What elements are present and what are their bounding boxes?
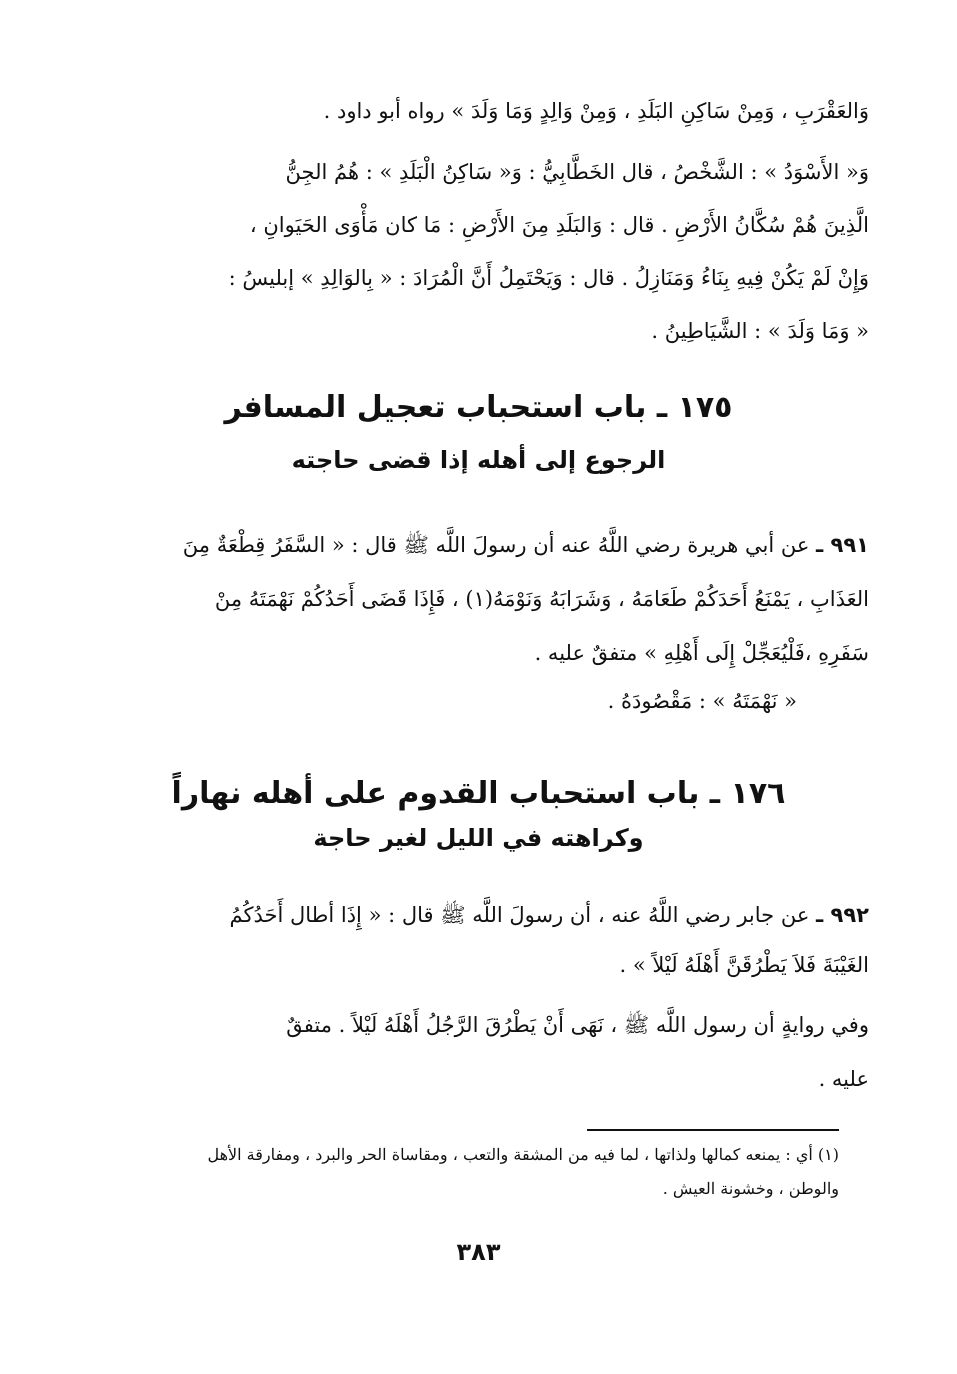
footnote-divider — [587, 1129, 839, 1131]
page-number: ٣٨٣ — [456, 1238, 501, 1266]
hadith-992 — [87, 890, 869, 990]
hadith-991 — [87, 518, 869, 680]
text-line: « وَمَا وَلَدَ » : الشَّيَاطِينُ . — [651, 319, 869, 343]
hadith-992-narration — [87, 998, 869, 1106]
footnote — [87, 1138, 839, 1206]
text-line — [87, 890, 869, 940]
text-line: وَالعَقْرَبِ ، وَمِنْ سَاكِنِ البَلَدِ ، وَمِنْ وَالِدٍ وَمَا وَلَدَ » رواه أبو داود . — [323, 99, 869, 123]
hadith-text: عن أبي هريرة رضي اللَّهُ عنه أن رسولَ اللَّه ﷺ قال : « السَّفَرُ قِطْعَةٌ مِنَ — [182, 533, 810, 557]
text-line: الَّذِينَ هُمْ سُكَّانُ الأَرْضِ . قال : وَالبَلَدِ مِنَ الأَرْضِ : مَا كان مَأْوَى الحَيَوانِ ، — [249, 213, 869, 237]
hadith-number: ٩٩٢ ـ — [816, 903, 869, 927]
text-line: وَ« الأَسْوَدُ » : الشَّخْصُ ، قال الخَطَّابِيُّ : وَ« سَاكِنُ الْبَلَدِ » : هُمُ الجِنُّ — [285, 160, 869, 184]
chapter-176-subtitle: وكراهته في الليل لغير حاجة — [313, 824, 644, 852]
hadith-number: ٩٩١ ـ — [816, 533, 869, 557]
text-line: سَفَرِهِ ،فَلْيُعَجِّلْ إِلَى أَهْلِهِ » متفقٌ عليه . — [534, 641, 869, 665]
text-line: الغَيْبَةَ فَلاَ يَطْرُقَنَّ أَهْلَهُ لَيْلاً » . — [619, 953, 869, 977]
hadith-text: عن جابر رضي اللَّهُ عنه ، أن رسولَ اللَّه ﷺ قال : « إِذَا أطال أَحَدُكُمُ — [229, 903, 810, 927]
gloss-line: « نَهْمَتَهُ » : مَقْصُودَهُ . — [607, 689, 797, 713]
text-line: وَإِنْ لَمْ يَكُنْ فِيهِ بِنَاءُ وَمَنَازِلُ . قال : وَيَحْتَمِلُ أَنَّ الْمُرَادَ : « بِالوَالِدِ » إبليسُ : — [228, 266, 869, 290]
text-line: وفي روايةٍ أن رسول اللَّه ﷺ ، نَهَى أَنْ يَطْرُقَ الرَّجُلُ أَهْلَهُ لَيْلاً . متفقٌ — [286, 1013, 869, 1037]
text-line: العَذَابِ ، يَمْنَعُ أَحَدَكُمْ طَعَامَهُ ، وَشَرَابَهُ وَنَوْمَهُ(١) ، فَإِذَا قَضَى أَحَدُكُمْ نَهْمَتَهُ مِنْ — [214, 587, 869, 611]
chapter-175-title: ١٧٥ ـ باب استحباب تعجيل المسافر — [224, 390, 733, 425]
continuation-paragraph — [87, 84, 869, 138]
hadith-991-gloss — [87, 674, 869, 728]
chapter-175-subtitle: الرجوع إلى أهله إذا قضى حاجته — [291, 446, 666, 474]
text-line: عليه . — [818, 1067, 869, 1091]
commentary-paragraph — [87, 146, 869, 358]
text-line — [87, 518, 869, 572]
footnote-line: (١) أي : يمنعه كمالها ولذاتها ، لما فيه من المشقة والتعب ، ومقاساة الحر والبرد ، ومفارقة الأهل — [207, 1145, 839, 1164]
footnote-line: والوطن ، وخشونة العيش . — [662, 1179, 839, 1198]
chapter-176-title: ١٧٦ ـ باب استحباب القدوم على أهله نهاراً — [171, 776, 786, 811]
